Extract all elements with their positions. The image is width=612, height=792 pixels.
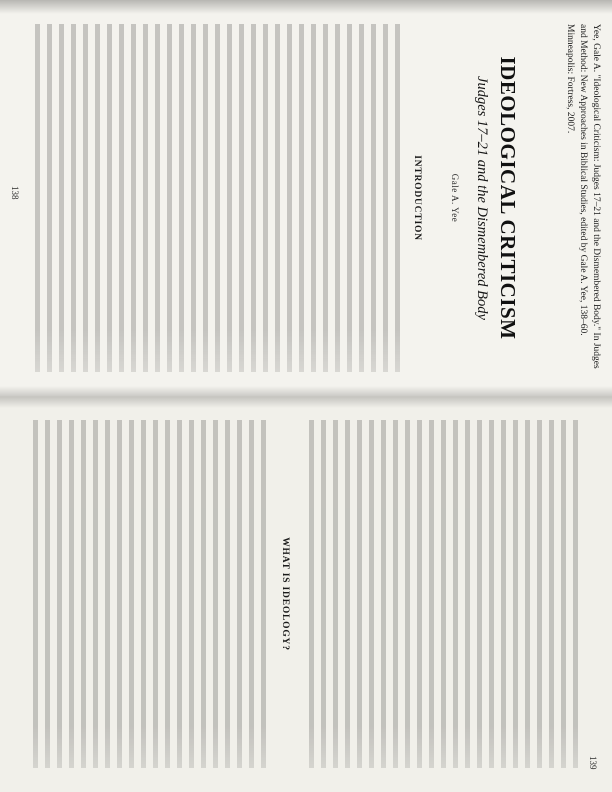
page-edge-shadow (0, 0, 612, 14)
body-text-block-continued (306, 420, 578, 768)
section-heading-what-is-ideology: WHAT IS IDEOLOGY? (280, 537, 290, 651)
body-text-block-introduction (28, 24, 400, 372)
chapter-subtitle: Judges 17–21 and the Dismembered Body (474, 76, 490, 320)
section-heading-introduction: INTRODUCTION (412, 155, 422, 241)
page-number-left: 138 (10, 186, 20, 200)
chapter-title: IDEOLOGICAL CRITICISM (496, 56, 520, 340)
body-text-block-what-is-ideology (26, 420, 266, 768)
citation: Yee, Gale A. "Ideological Criticism: Judges 17–21 and the Dismembered Body." In Judges and Method: New Approaches in Biblical Studies, edited by Gale A. Yee, 138–60. Minneapolis: Fortress, 2007. (565, 24, 601, 369)
page-number-right: 139 (588, 756, 598, 770)
book-gutter (0, 386, 612, 408)
right-page (0, 396, 612, 792)
author-name: Gale A. Yee (450, 173, 460, 223)
